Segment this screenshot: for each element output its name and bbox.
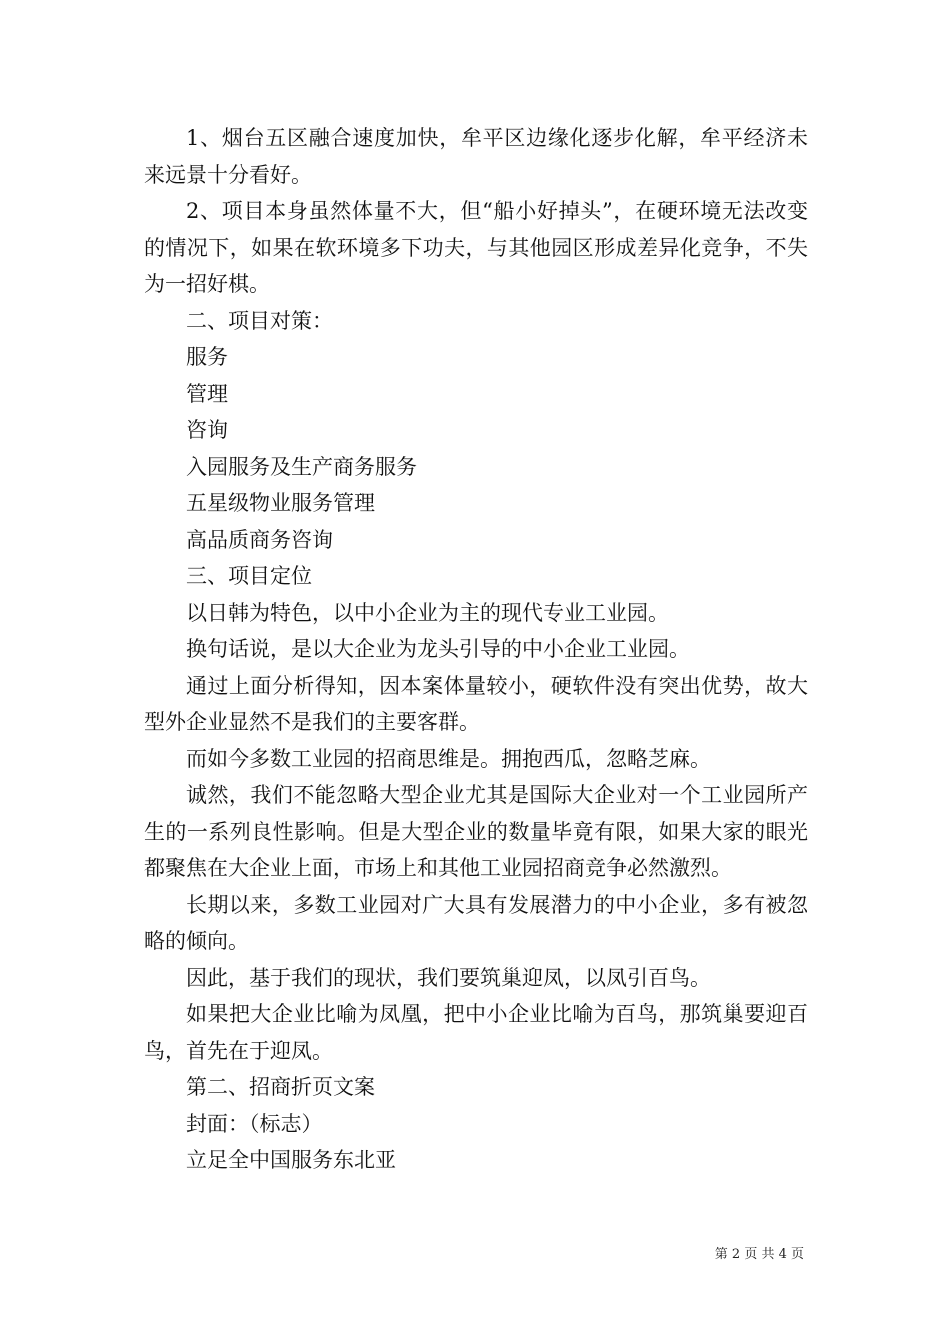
list-item-service: 服务 xyxy=(186,345,228,369)
paragraph-1: 1、烟台五区融合速度加快，牟平区边缘化逐步化解，牟平经济未来远景十分看好。 xyxy=(144,126,808,187)
paragraph-mindset: 而如今多数工业园的招商思维是。拥抱西瓜，忽略芝麻。 xyxy=(186,746,711,771)
paragraph-therefore: 因此，基于我们的现状，我们要筑巢迎凤，以凤引百鸟。 xyxy=(186,965,711,990)
list-item-entry-service: 入园服务及生产商务服务 xyxy=(186,454,417,479)
section-heading-positioning: 三、项目定位 xyxy=(186,564,312,588)
paragraph-slogan: 立足全中国服务东北亚 xyxy=(186,1148,396,1172)
paragraph-metaphor: 如果把大企业比喻为凤凰，把中小企业比喻为百鸟，那筑巢要迎百鸟，首先在于迎凤。 xyxy=(144,1002,808,1063)
list-item-property-management: 五星级物业服务管理 xyxy=(186,491,375,515)
paragraph-2: 2、项目本身虽然体量不大，但“船小好掉头”，在硬环境无法改变的情况下，如果在软环境多下功夫，与其他园区形成差异化竞争，不失为一招好棋。 xyxy=(144,199,808,296)
paragraph-large-enterprises: 诚然，我们不能忽略大型企业尤其是国际大企业对一个工业园所产生的一系列良性影响。但是大型企业的数量毕竟有限，如果大家的眼光都聚焦在大企业上面，市场上和其他工业园招商竞争必然激烈。 xyxy=(144,783,808,880)
paragraph-smes: 长期以来，多数工业园对广大具有发展潜力的中小企业，多有被忽略的倾向。 xyxy=(144,892,808,953)
page-number: 第 2 页 共 4 页 xyxy=(714,1247,804,1262)
list-item-management: 管理 xyxy=(186,381,228,406)
list-item-consulting: 咨询 xyxy=(186,418,228,442)
section-heading-brochure: 第二、招商折页文案 xyxy=(186,1075,375,1099)
section-heading-countermeasures: 二、项目对策： xyxy=(186,308,333,333)
paragraph-in-other-words: 换句话说，是以大企业为龙头引导的中小企业工业园。 xyxy=(186,637,690,661)
paragraph-analysis: 通过上面分析得知，因本案体量较小，硬软件没有突出优势，故大型外企业显然不是我们的主要客群。 xyxy=(144,673,808,734)
document-body xyxy=(144,120,808,1179)
paragraph-cover: 封面：（标志） xyxy=(186,1111,323,1136)
list-item-business-consulting: 高品质商务咨询 xyxy=(186,527,333,552)
paragraph-positioning: 以日韩为特色，以中小企业为主的现代专业工业园。 xyxy=(186,600,669,625)
